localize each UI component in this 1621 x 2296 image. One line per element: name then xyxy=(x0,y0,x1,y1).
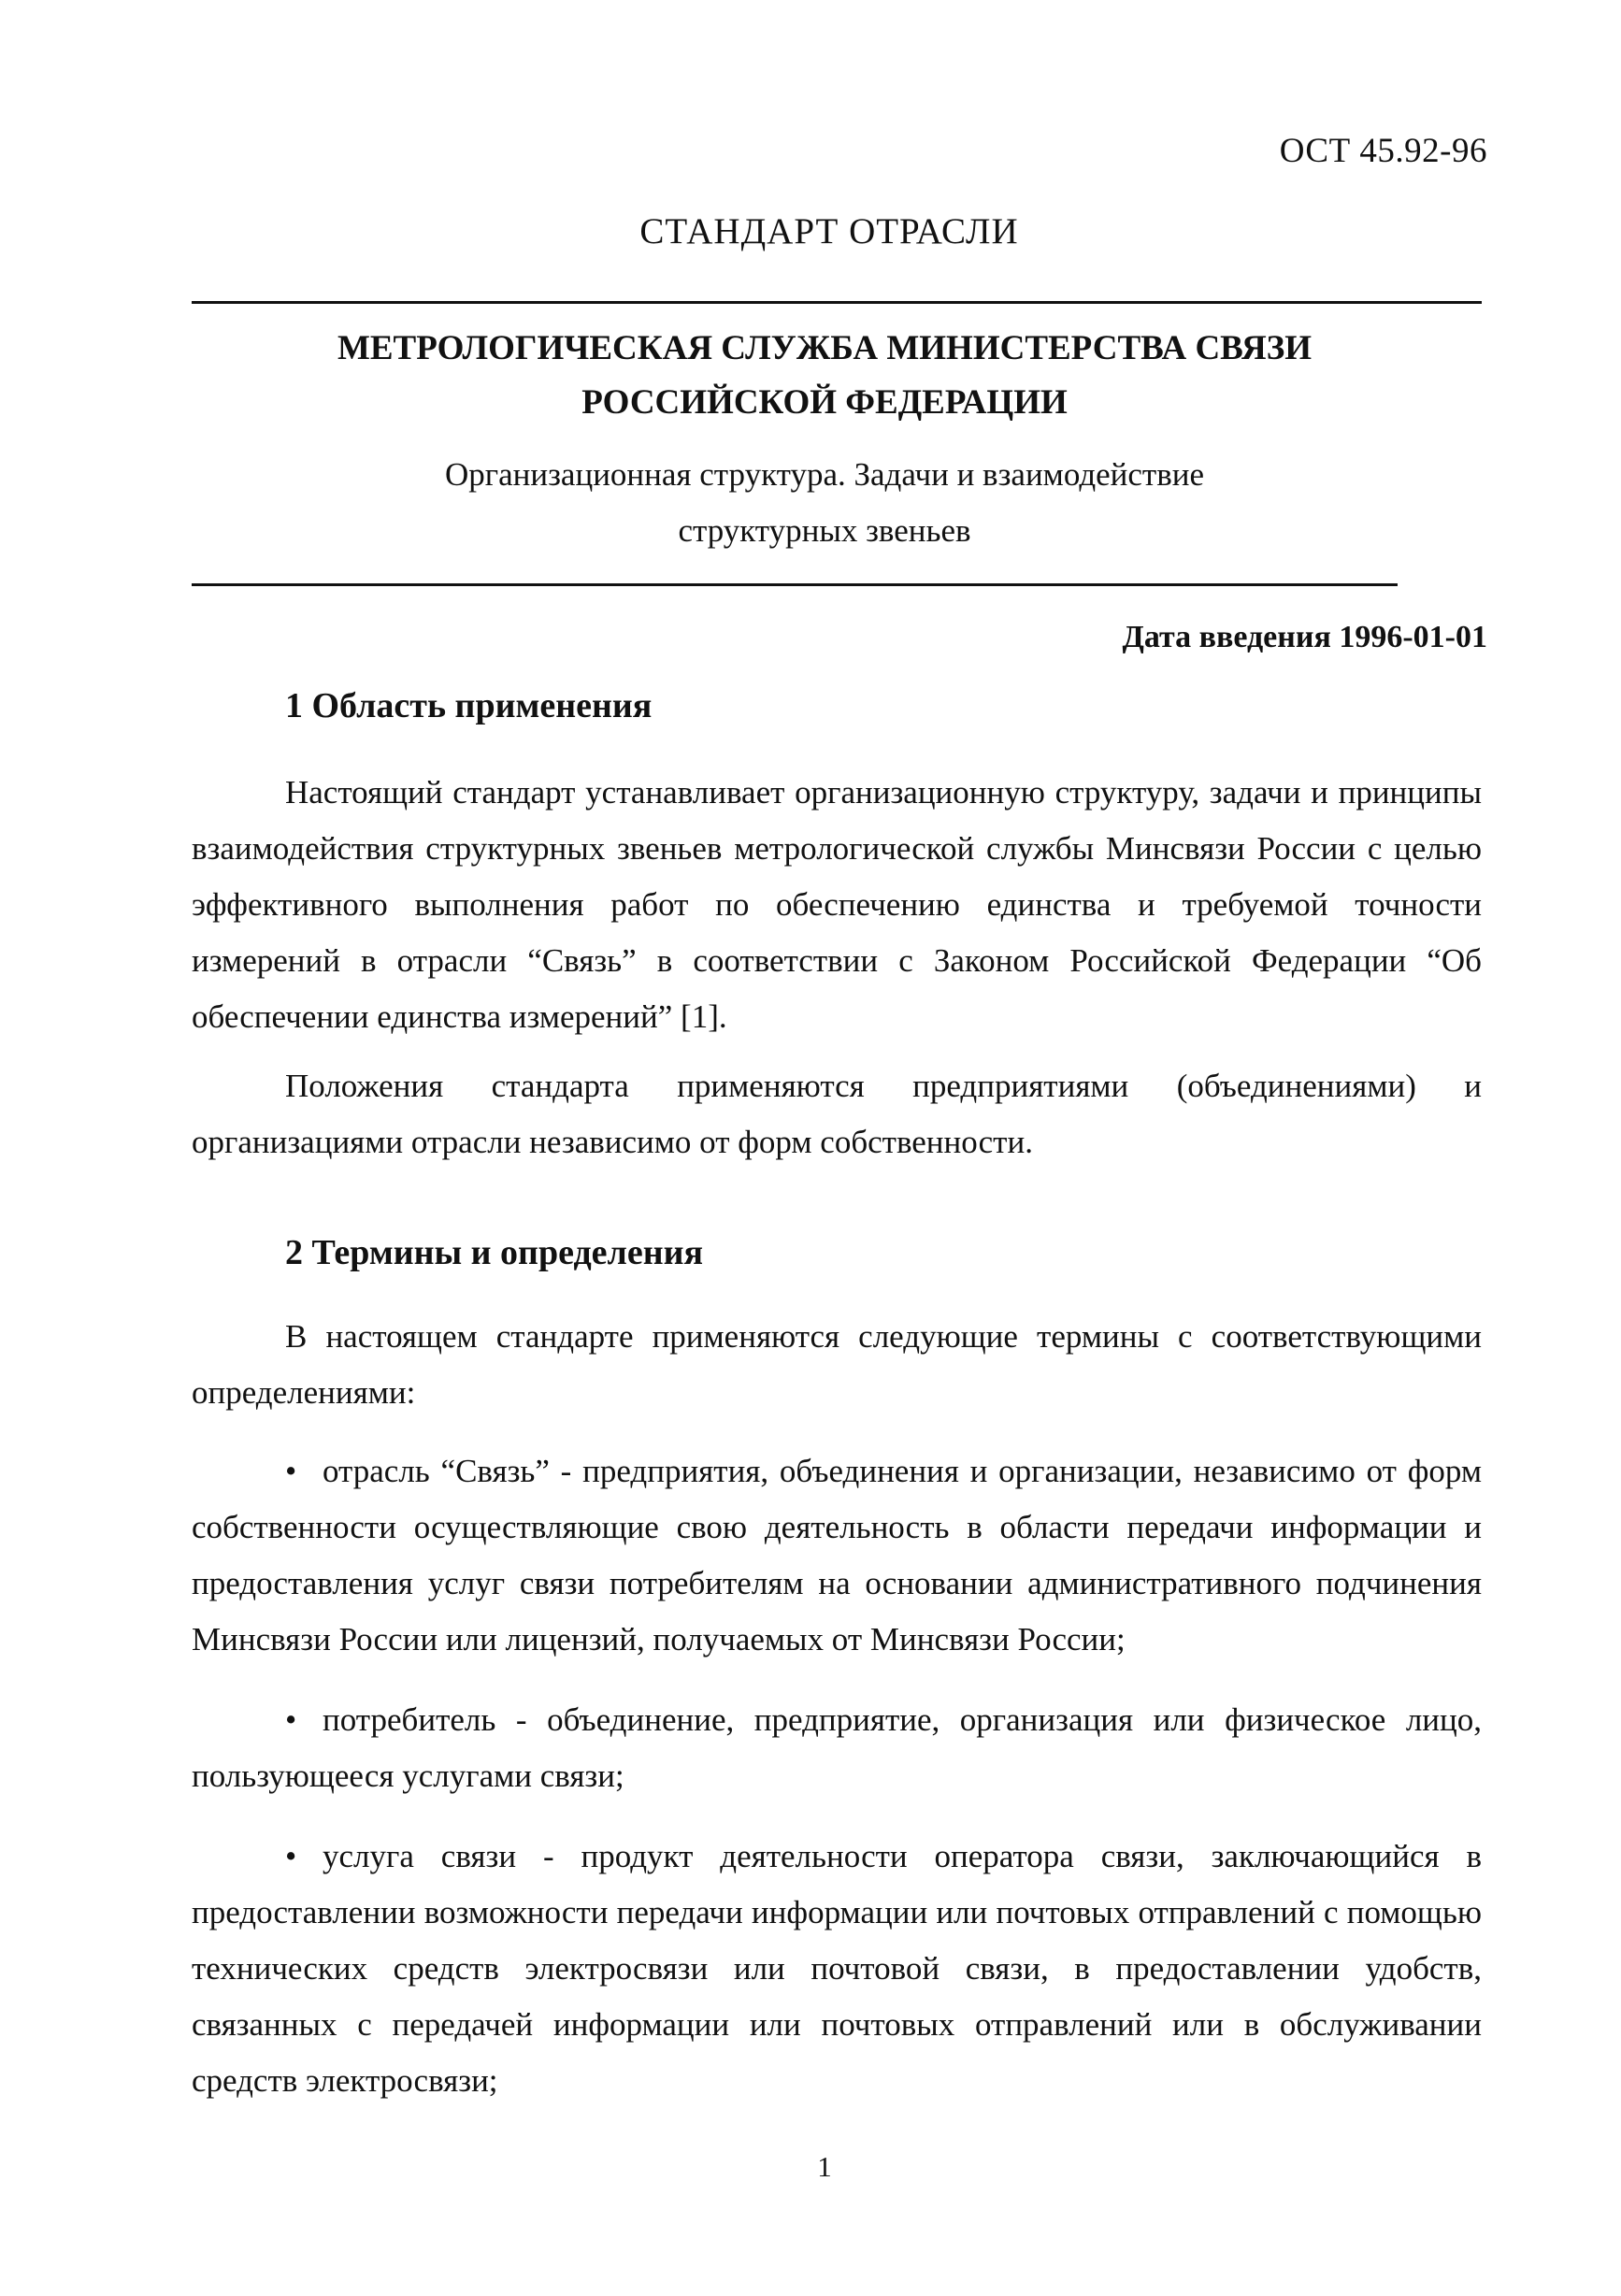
bullet-icon: • xyxy=(285,1453,297,1489)
paragraph: В настоящем стандарте применяются следующие термины с соответствующими определениями: xyxy=(192,1318,1482,1411)
document-title-line2: РОССИЙСКОЙ ФЕДЕРАЦИИ xyxy=(581,383,1068,422)
section-heading-scope: 1 Область применения xyxy=(285,686,653,725)
bottom-divider xyxy=(192,583,1398,586)
document-title xyxy=(0,322,1621,430)
document-subtitle-line1: Организационная структура. Задачи и взаимодействие xyxy=(444,456,1205,493)
list-item xyxy=(192,1443,1482,1668)
bullet-icon: • xyxy=(285,1838,297,1874)
introduction-date: Дата введения 1996-01-01 xyxy=(1122,620,1487,654)
document-subtitle-line2: структурных звеньев xyxy=(678,512,971,549)
standard-type-heading: СТАНДАРТ ОТРАСЛИ xyxy=(639,211,1019,251)
section-heading-terms: 2 Термины и определения xyxy=(285,1233,704,1272)
document-code: ОСТ 45.92-96 xyxy=(1279,132,1487,170)
top-divider xyxy=(192,301,1482,304)
paragraph: Положения стандарта применяются предприятиями (объединениями) и организациями отрасли независимо от форм собственности. xyxy=(192,1068,1482,1160)
document-title-line1: МЕТРОЛОГИЧЕСКАЯ СЛУЖБА МИНИСТЕРСТВА СВЯЗИ xyxy=(337,329,1313,367)
term-definition: потребитель - объединение, предприятие, организация или физическое лицо, пользующееся услугами связи; xyxy=(192,1701,1482,1794)
bullet-icon: • xyxy=(285,1701,297,1738)
paragraph: Настоящий стандарт устанавливает организационную структуру, задачи и принципы взаимодействия структурных звеньев метрологической службы Минсвязи России с целью эффективного выполнения работ по обеспечению единства и требуемой точности измерений в отрасли “Связь” в соответствии с Законом Российской Федерации “Об обеспечении единства измерений” [1]. xyxy=(192,774,1482,1035)
list-item xyxy=(192,1829,1482,2109)
term-definition: услуга связи - продукт деятельности оператора связи, заключающийся в предоставлении возможности передачи информации или почтовых отправлений с помощью технических средств электросвязи или почтовой связи, в предоставлении удобств, связанных с передачей информации или почтовых отправлений или в обслуживании средств электросвязи; xyxy=(192,1838,1482,2099)
section-scope-body xyxy=(192,765,1482,1170)
document-subtitle xyxy=(0,447,1621,559)
terms-list xyxy=(192,1443,1482,2109)
term-definition: отрасль “Связь” - предприятия, объединения и организации, независимо от форм собственности осуществляющие свою деятельность в области передачи информации и предоставления услуг связи потребителям на основании административного подчинения Минсвязи России или лицензий, получаемых от Минсвязи России; xyxy=(192,1453,1482,1657)
section-terms-body xyxy=(192,1309,1482,2133)
page-number: 1 xyxy=(817,2150,832,2183)
list-item xyxy=(192,1692,1482,1804)
